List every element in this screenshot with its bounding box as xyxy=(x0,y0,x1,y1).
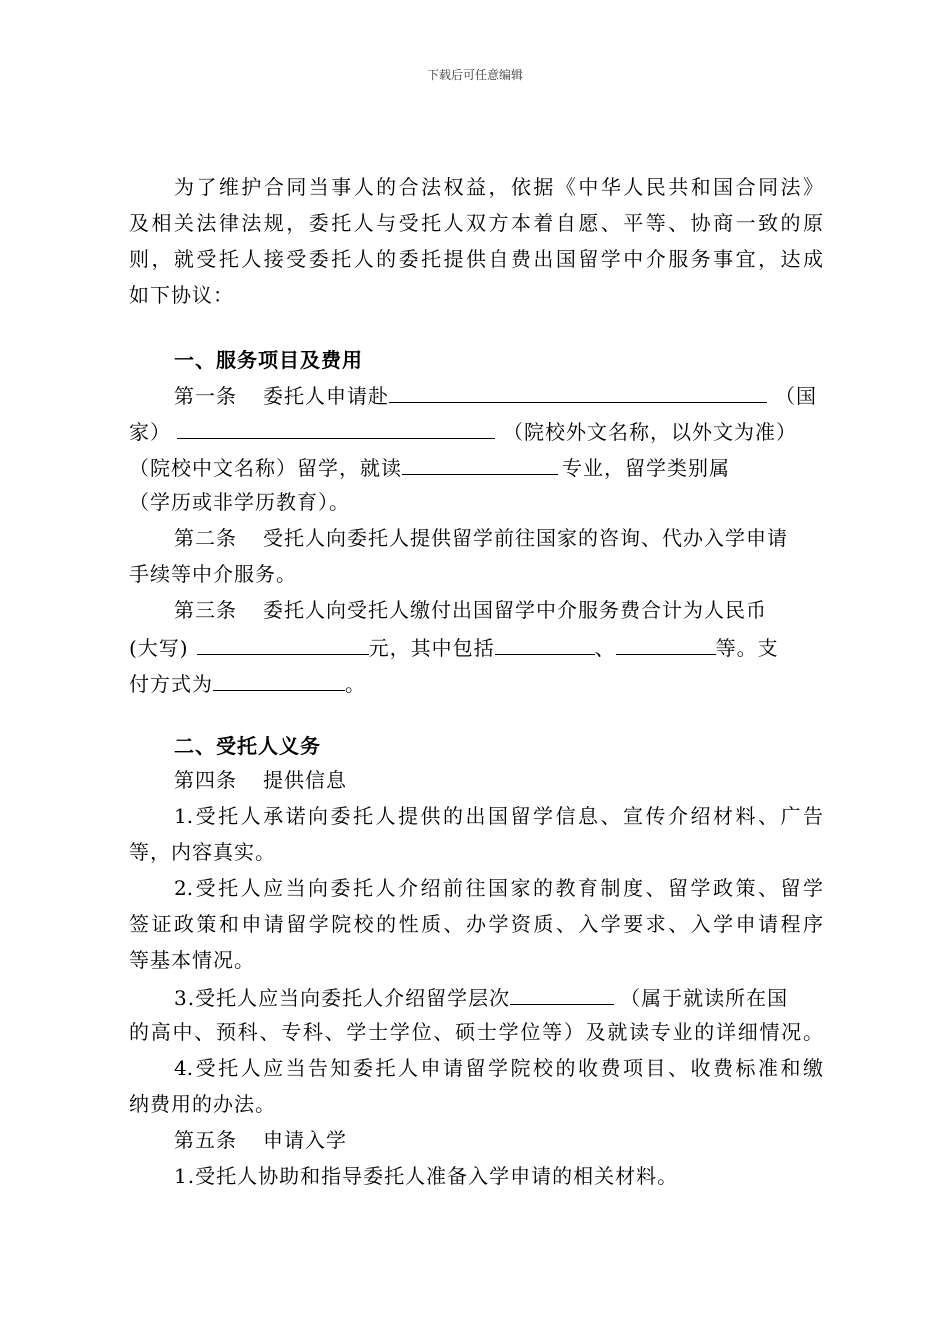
article-1-line-4: （学历或非学历教育）。 xyxy=(129,490,350,514)
article-4-item-4-line-2: 纳费用的办法。 xyxy=(129,1092,276,1116)
article-4-line-1 xyxy=(174,762,823,798)
article-4-title: 提供信息 xyxy=(263,768,347,792)
article-3-includes: 元，其中包括 xyxy=(368,636,495,660)
major-blank[interactable] xyxy=(402,448,558,475)
article-1-label: 第一条 xyxy=(174,384,237,408)
study-level-blank[interactable] xyxy=(510,978,614,1005)
article-4-item-2-line-1: 2.受托人应当向委托人介绍前往国家的教育制度、留学政策、留学 xyxy=(174,876,823,900)
article-3-amount-prefix: (大写) xyxy=(129,636,189,660)
preamble-line-2: 及相关法律法规，委托人与受托人双方本着自愿、平等、协商一致的原 xyxy=(129,211,823,235)
article-4-item-3-line-2: 的高中、预科、专科、学士学位、硕士学位等）及就读专业的详细情况。 xyxy=(129,1020,823,1044)
destination-country-blank[interactable] xyxy=(389,376,767,403)
article-1-major-suffix: 专业，留学类别属 xyxy=(562,456,730,480)
payment-method-blank[interactable] xyxy=(213,664,345,691)
article-4-item-3-text: 3.受托人应当向委托人介绍留学层次 xyxy=(174,986,511,1010)
article-4-item-4-line-1: 4.受托人应当告知委托人申请留学院校的收费项目、收费标准和缴 xyxy=(174,1056,823,1080)
article-4-label: 第四条 xyxy=(174,768,237,792)
article-3-end: 。 xyxy=(345,672,366,696)
article-1-line-1 xyxy=(174,376,823,412)
article-4-item-1-line-2: 等，内容真实。 xyxy=(129,840,276,864)
article-2-text: 受托人向委托人提供留学前往国家的咨询、代办入学申请 xyxy=(263,526,788,550)
preamble-line-3: 则，就受托人接受委托人的委托提供自费出国留学中介服务事宜，达成 xyxy=(129,247,823,271)
preamble-line-1: 为了维护合同当事人的合法权益，依据《中华人民共和国合同法》 xyxy=(174,175,823,199)
article-1-foreign-name-note: （院校外文名称，以外文为准） xyxy=(503,420,797,444)
article-1-line-2 xyxy=(129,412,823,448)
article-3-separator: 、 xyxy=(594,636,616,660)
article-3-text: 委托人向受托人缴付出国留学中介服务费合计为人民币 xyxy=(263,598,767,622)
preamble-line-4: 如下协议： xyxy=(129,283,234,307)
article-1-chinese-name-note: （院校中文名称）留学，就读 xyxy=(129,456,402,480)
article-3-label: 第三条 xyxy=(174,598,237,622)
article-1-text: 委托人申请赴 xyxy=(263,384,389,408)
article-5-line-1 xyxy=(174,1122,823,1158)
article-3-line-3 xyxy=(129,664,823,700)
header-note: 下载后可任意编辑 xyxy=(426,68,523,82)
section-heading-2: 二、受托人义务 xyxy=(174,734,321,758)
article-4-item-2-line-2: 签证政策和申请留学院校的性质、办学资质、入学要求、入学申请程序 xyxy=(129,912,823,936)
article-4-item-1-line-1: 1.受托人承诺向委托人提供的出国留学信息、宣传介绍材料、广告 xyxy=(174,804,823,828)
article-1-country-suffix: （国 xyxy=(775,384,817,408)
fee-amount-blank[interactable] xyxy=(197,628,369,655)
article-5-title: 申请入学 xyxy=(263,1128,347,1152)
fee-item-2-blank[interactable] xyxy=(616,628,716,655)
article-3-etc: 等。支 xyxy=(715,636,779,660)
school-foreign-name-blank[interactable] xyxy=(177,412,495,439)
article-2-line-2: 手续等中介服务。 xyxy=(129,562,297,586)
article-2-line-1 xyxy=(174,520,823,556)
article-3-line-1 xyxy=(174,592,823,628)
article-4-item-3-line-1 xyxy=(174,978,823,1014)
article-4-item-3-suffix: （属于就读所在国 xyxy=(620,986,789,1010)
article-1-country-prefix: 家） xyxy=(129,420,171,444)
article-5-item-1: 1.受托人协助和指导委托人准备入学申请的相关材料。 xyxy=(174,1164,679,1188)
payment-method-label: 付方式为 xyxy=(129,672,213,696)
article-3-line-2 xyxy=(129,628,823,664)
article-5-label: 第五条 xyxy=(174,1128,237,1152)
article-2-label: 第二条 xyxy=(174,526,237,550)
fee-item-1-blank[interactable] xyxy=(495,628,595,655)
article-4-item-2-line-3: 等基本情况。 xyxy=(129,948,255,972)
article-1-line-3 xyxy=(129,448,823,484)
section-heading-1: 一、服务项目及费用 xyxy=(174,348,363,372)
